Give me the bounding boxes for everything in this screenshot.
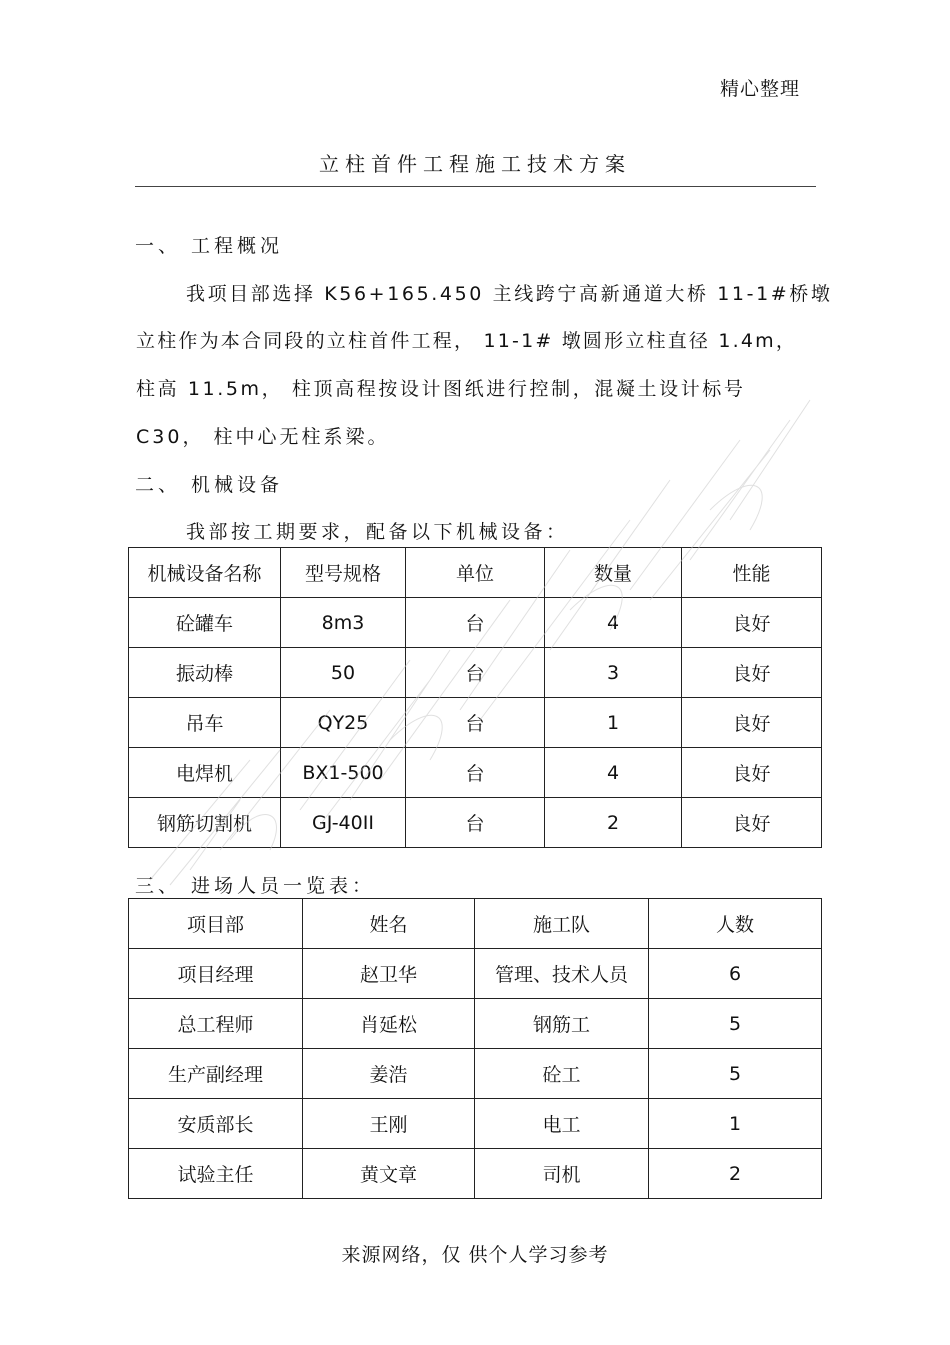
overview-line-4: C30， 柱中心无柱系梁。 [136,426,390,448]
staff-row [129,1099,822,1149]
staff-count-cell: 6 [649,949,822,999]
equipment-col-header: 性能 [682,548,822,598]
equipment-unit-cell: 台 [406,748,545,798]
equipment-condition-cell: 良好 [682,598,822,648]
equipment-col-header: 型号规格 [281,548,406,598]
equipment-row [129,798,822,848]
staff-team-cell: 管理、技术人员 [475,949,649,999]
equipment-condition-cell: 良好 [682,798,822,848]
staff-row [129,1049,822,1099]
equipment-qty-cell: 3 [545,648,682,698]
equipment-unit-cell: 台 [406,598,545,648]
document-title: 立柱首件工程施工技术方案 [319,152,631,176]
staff-table [128,898,822,1199]
staff-col-header: 项目部 [129,899,303,949]
staff-dept-cell: 安质部长 [129,1099,303,1149]
equipment-unit-cell: 台 [406,698,545,748]
equipment-col-header: 单位 [406,548,545,598]
equipment-condition-cell: 良好 [682,698,822,748]
equipment-row [129,648,822,698]
staff-col-header: 姓名 [303,899,475,949]
staff-team-cell: 电工 [475,1099,649,1149]
equipment-qty-cell: 4 [545,598,682,648]
equipment-unit-cell: 台 [406,648,545,698]
staff-dept-cell: 生产副经理 [129,1049,303,1099]
equipment-header-row [129,548,822,598]
equipment-intro: 我部按工期要求，配备以下机械设备： [186,521,569,543]
equipment-col-header: 数量 [545,548,682,598]
equipment-row [129,698,822,748]
staff-count-cell: 5 [649,999,822,1049]
overview-line-3: 柱高 11.5m， 柱顶高程按设计图纸进行控制，混凝土设计标号 [136,378,746,400]
equipment-name-cell: 电焊机 [129,748,281,798]
staff-name-cell: 肖延松 [303,999,475,1049]
equipment-table [128,547,822,848]
footer-note: 来源网络，仅 供个人学习参考 [341,1244,609,1266]
equipment-name-cell: 振动棒 [129,648,281,698]
staff-count-cell: 1 [649,1099,822,1149]
equipment-model-cell: 8m3 [281,598,406,648]
equipment-col-header: 机械设备名称 [129,548,281,598]
section-3-heading: 三、 进场人员一览表： [135,875,376,897]
equipment-model-cell: BX1-500 [281,748,406,798]
equipment-condition-cell: 良好 [682,648,822,698]
staff-name-cell: 王刚 [303,1099,475,1149]
staff-team-cell: 钢筋工 [475,999,649,1049]
section-1-heading: 一、 工程概况 [135,235,284,257]
equipment-qty-cell: 1 [545,698,682,748]
staff-row [129,1149,822,1199]
staff-dept-cell: 试验主任 [129,1149,303,1199]
staff-row [129,949,822,999]
staff-row [129,999,822,1049]
staff-count-cell: 2 [649,1149,822,1199]
staff-count-cell: 5 [649,1049,822,1099]
equipment-qty-cell: 4 [545,748,682,798]
title-rule [135,186,816,187]
equipment-qty-cell: 2 [545,798,682,848]
section-2-heading: 二、 机械设备 [135,474,284,496]
staff-col-header: 人数 [649,899,822,949]
staff-team-cell: 司机 [475,1149,649,1199]
equipment-model-cell: GJ-40II [281,798,406,848]
equipment-row [129,748,822,798]
equipment-name-cell: 砼罐车 [129,598,281,648]
equipment-unit-cell: 台 [406,798,545,848]
equipment-name-cell: 吊车 [129,698,281,748]
overview-line-1: 我项目部选择 K56+165.450 主线跨宁高新通道大桥 11-1#桥墩 [186,283,833,305]
overview-line-2: 立柱作为本合同段的立柱首件工程， 11-1# 墩圆形立柱直径 1.4m， [136,330,798,352]
staff-name-cell: 姜浩 [303,1049,475,1099]
equipment-name-cell: 钢筋切割机 [129,798,281,848]
staff-name-cell: 赵卫华 [303,949,475,999]
equipment-row [129,598,822,648]
equipment-condition-cell: 良好 [682,748,822,798]
staff-name-cell: 黄文章 [303,1149,475,1199]
staff-dept-cell: 总工程师 [129,999,303,1049]
staff-header-row [129,899,822,949]
header-note: 精心整理 [720,78,801,100]
staff-col-header: 施工队 [475,899,649,949]
staff-dept-cell: 项目经理 [129,949,303,999]
equipment-model-cell: 50 [281,648,406,698]
equipment-model-cell: QY25 [281,698,406,748]
staff-team-cell: 砼工 [475,1049,649,1099]
